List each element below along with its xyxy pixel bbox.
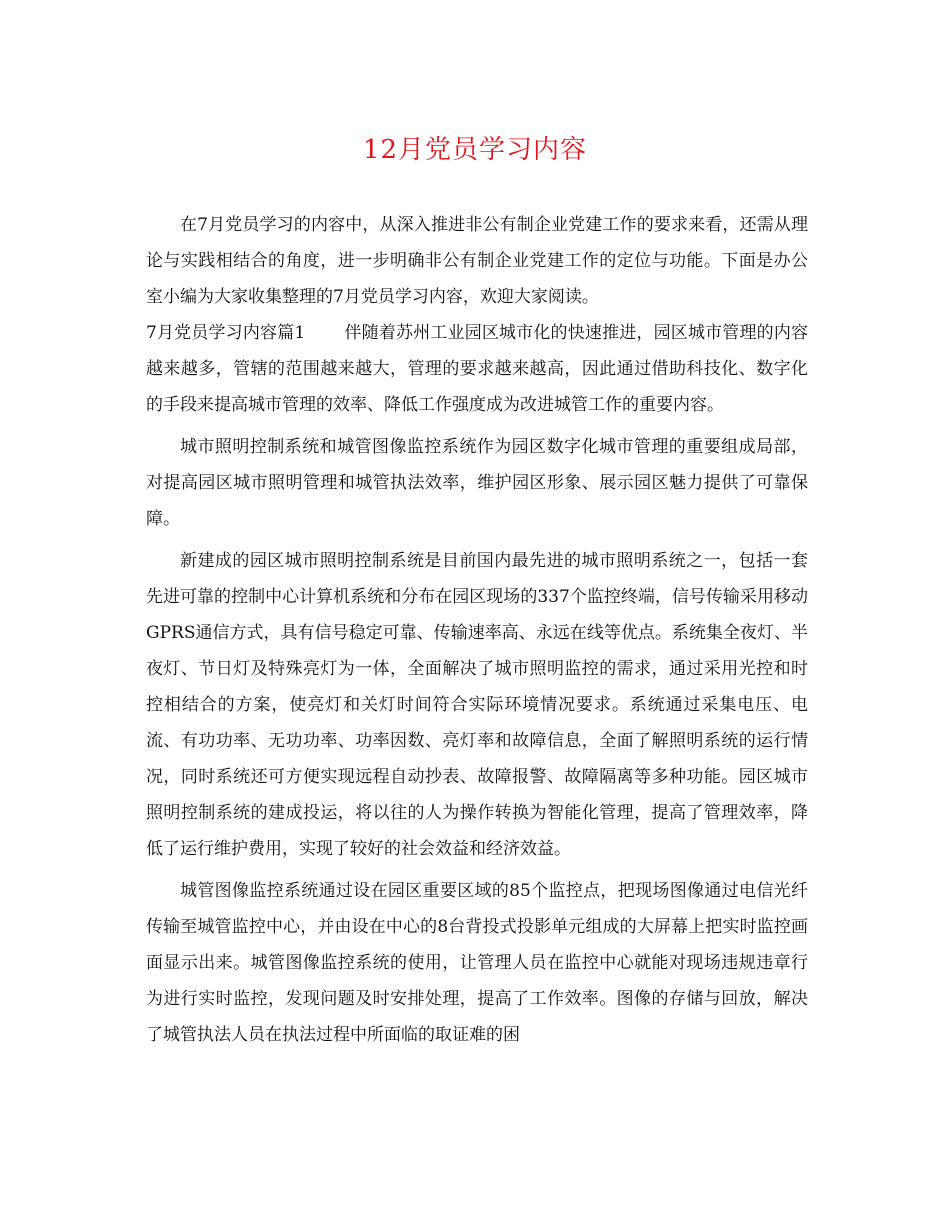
body-paragraph-3: 城管图像监控系统通过设在园区重要区域的85个监控点，把现场图像通过电信光纤传输至城管监控中心，并由设在中心的8台背投式投影单元组成的大屏幕上把实时监控画面显示出来。城管图像监控系统的使用，让管理人员在监控中心就能对现场违规违章行为进行实时监控，发现问题及时安排处理，提高了工作效率。图像的存储与回放，解决了城管执法人员在执法过程中所面临的取证难的困: [146, 881, 808, 1045]
intro-paragraph: 在7月党员学习的内容中，从深入推进非公有制企业党建工作的要求来看，还需从理论与实践相结合的角度，进一步明确非公有制企业党建工作的定位与功能。下面是办公室小编为大家收集整理的7月党员学习内容，欢迎大家阅读。: [146, 215, 808, 307]
document-title: 12月党员学习内容: [362, 135, 588, 165]
section-paragraph: [146, 315, 808, 423]
body-paragraph-1: 城市照明控制系统和城管图像监控系统作为园区数字化城市管理的重要组成局部，对提高园区城市照明管理和城管执法效率，维护园区形象、展示园区魅力提供了可靠保障。: [146, 437, 808, 529]
body-paragraph-2: 新建成的园区城市照明控制系统是目前国内最先进的城市照明系统之一，包括一套先进可靠的控制中心计算机系统和分布在园区现场的337个监控终端，信号传输采用移动GPRS通信方式，具有信号稳定可靠、传输速率高、永远在线等优点。系统集全夜灯、半夜灯、节日灯及特殊亮灯为一体，全面解决了城市照明监控的需求，通过采用光控和时控相结合的方案，使亮灯和关灯时间符合实际环境情况要求。系统通过采集电压、电流、有功功率、无功功率、功率因数、亮灯率和故障信息，全面了解照明系统的运行情况，同时系统还可方便实现远程自动抄表、故障报警、故障隔离等多种功能。园区城市照明控制系统的建成投运，将以往的人为操作转换为智能化管理，提高了管理效率，降低了运行维护费用，实现了较好的社会效益和经济效益。: [146, 551, 808, 859]
document-body: [146, 207, 808, 1053]
section-heading: 7月党员学习内容篇1: [146, 323, 306, 343]
section-lead-text: 伴随着苏州工业园区城市化的快速推进，园区城市管理的内容越来越多，管辖的范围越来越大，管理的要求越来越高，因此通过借助科技化、数字化的手段来提高城市管理的效率、降低工作强度成为改进城管工作的重要内容。: [146, 323, 808, 415]
